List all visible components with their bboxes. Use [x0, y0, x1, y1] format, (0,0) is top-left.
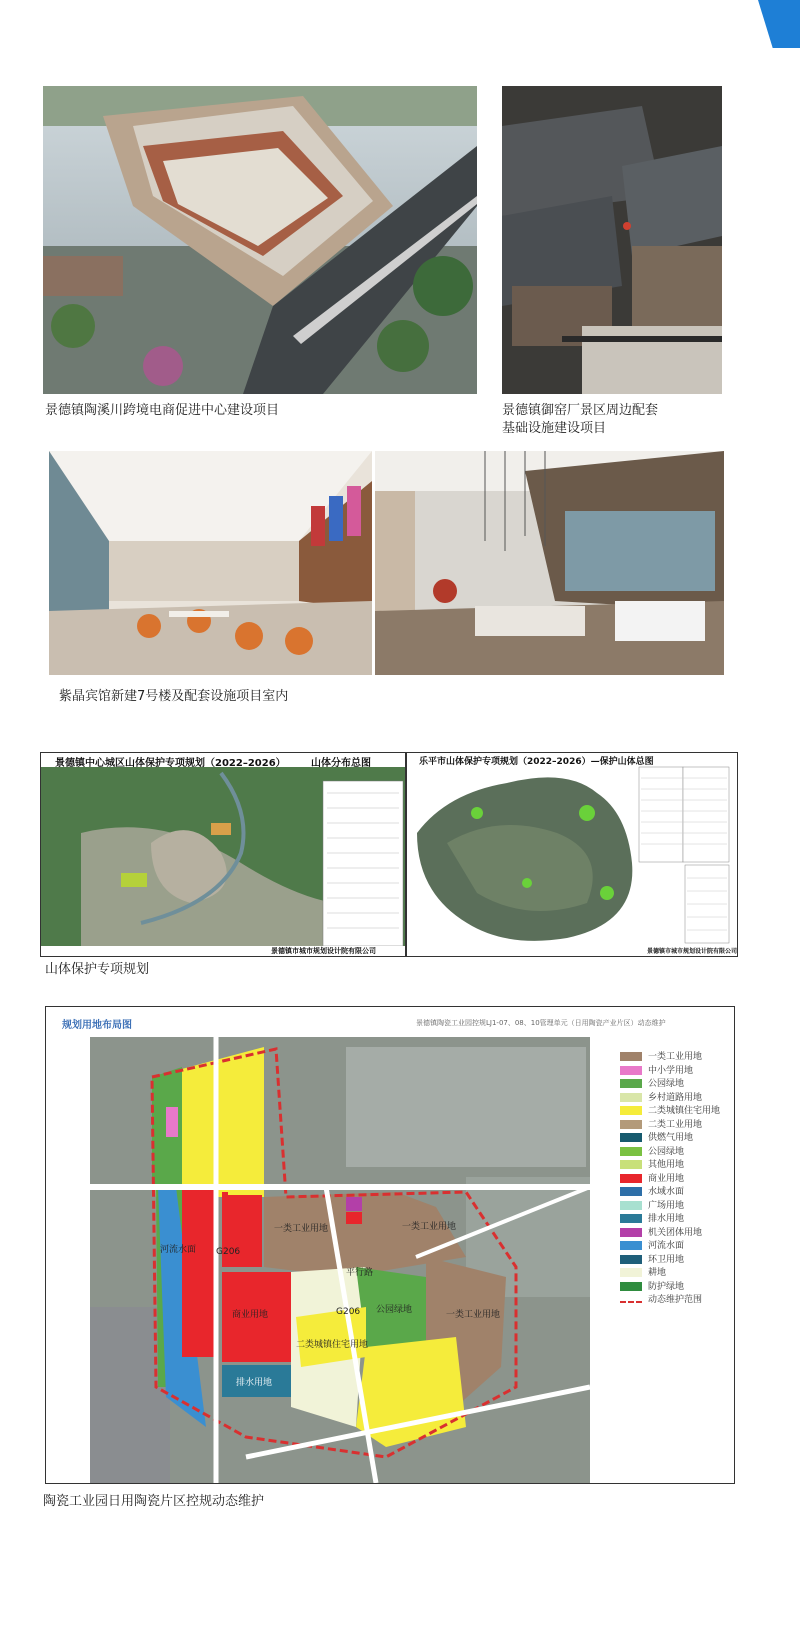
legend-label: 动态维护范围 [648, 1295, 703, 1305]
legend-item [620, 1198, 684, 1211]
legend-swatch [620, 1187, 642, 1196]
legend-label: 机关团体用地 [648, 1227, 703, 1238]
legend-item [620, 1157, 684, 1170]
map-leping-mountain-protection [406, 752, 738, 957]
caption-photo3: 紫晶宾馆新建7号楼及配套设施项目室内 [59, 689, 289, 704]
legend-swatch [620, 1052, 642, 1061]
legend-label: 二类城镇住宅用地 [648, 1106, 721, 1116]
legend-item [620, 1252, 684, 1265]
legend-label: 公园绿地 [648, 1146, 685, 1157]
legend-swatch [620, 1255, 642, 1264]
photo-ecommerce-center [43, 86, 477, 394]
legend-label: 耕地 [648, 1268, 667, 1278]
legend-swatch [620, 1301, 642, 1303]
plan-label-industrial1: 一类工业用地 [274, 1224, 329, 1234]
plan-label-greenland: 公园绿地 [376, 1305, 413, 1315]
legend-label: 河流水面 [648, 1241, 685, 1251]
legend-swatch [620, 1201, 642, 1210]
land-use-plan-map [45, 1006, 735, 1484]
plan-label-residential: 二类城镇住宅用地 [296, 1340, 369, 1350]
plan-header-right: 景德镇陶瓷工业园控规LJ1-07、08、10管理单元（日用陶瓷产业片区）动态维护 [416, 1019, 666, 1027]
legend-swatch [620, 1066, 642, 1075]
corner-accent [758, 0, 800, 48]
legend-item [620, 1103, 720, 1116]
caption-photo1: 景德镇陶溪川跨境电商促进中心建设项目 [45, 403, 280, 418]
legend-item [620, 1225, 702, 1238]
legend-swatch [620, 1133, 642, 1142]
caption-plan: 陶瓷工业园日用陶瓷片区控规动态维护 [43, 1494, 265, 1509]
legend-label: 排水用地 [648, 1214, 685, 1224]
legend-label: 广场用地 [648, 1200, 685, 1211]
legend-item [620, 1117, 702, 1130]
legend-label: 乡村道路用地 [648, 1092, 703, 1103]
legend-label: 环卫用地 [648, 1254, 685, 1265]
legend-swatch [620, 1282, 642, 1291]
plan-label-road-b: G206 [336, 1307, 361, 1317]
plan-label-road-c: 平行路 [346, 1268, 374, 1278]
legend-label: 商业用地 [648, 1173, 685, 1184]
caption-photo2-line2: 基础设施建设项目 [502, 421, 607, 436]
map-right-title: 乐平市山体保护专项规划（2022–2026）—保护山体总图 [419, 757, 654, 767]
legend-label: 二类工业用地 [648, 1119, 703, 1130]
legend-item [620, 1171, 684, 1184]
plan-label-drainage: 排水用地 [236, 1378, 273, 1388]
legend-item [620, 1049, 702, 1062]
plan-header-left: 规划用地布局图 [62, 1020, 132, 1031]
photo-imperial-kiln-area [502, 86, 722, 394]
map-left-footer: 景德镇市城市规划设计院有限公司 [271, 947, 376, 955]
legend-item [620, 1265, 666, 1278]
caption-photo2-line1: 景德镇御窑厂景区周边配套 [502, 403, 659, 418]
caption-maps: 山体保护专项规划 [45, 962, 150, 977]
legend-swatch [620, 1079, 642, 1088]
map-central-mountain-protection [40, 752, 406, 957]
legend-swatch [620, 1093, 642, 1102]
legend-label: 供燃气用地 [648, 1133, 694, 1143]
legend-label: 公园绿地 [648, 1079, 685, 1089]
map-left-title: 景德镇中心城区山体保护专项规划（2022–2026） [55, 758, 286, 769]
legend-label: 防护绿地 [648, 1281, 685, 1292]
photo-hotel-lobby [375, 451, 724, 675]
legend-item [620, 1238, 684, 1251]
photo-hotel-dining [49, 451, 372, 675]
legend-swatch [620, 1228, 642, 1237]
legend-item [620, 1279, 684, 1292]
legend-swatch [620, 1120, 642, 1129]
map-right-footer: 景德镇市城市规划设计院有限公司 [647, 948, 738, 955]
watermark [0, 121, 18, 259]
legend-item [620, 1063, 693, 1076]
legend-label: 中小学用地 [648, 1065, 694, 1076]
plan-legend [620, 1049, 730, 1369]
plan-label-industrial2: 一类工业用地 [402, 1222, 457, 1232]
plan-label-road-a: G206 [216, 1247, 241, 1257]
legend-swatch [620, 1174, 642, 1183]
legend-item [620, 1076, 684, 1089]
legend-item [620, 1144, 684, 1157]
legend-swatch [620, 1268, 642, 1277]
legend-item [620, 1292, 702, 1305]
legend-item [620, 1211, 684, 1224]
legend-item [620, 1184, 684, 1197]
legend-swatch [620, 1147, 642, 1156]
legend-label: 水域水面 [648, 1187, 685, 1197]
plan-label-river: 河流水面 [160, 1245, 197, 1255]
legend-swatch [620, 1160, 642, 1169]
plan-label-commercial: 商业用地 [232, 1310, 269, 1320]
legend-label: 其他用地 [648, 1160, 685, 1170]
legend-swatch [620, 1241, 642, 1250]
legend-item [620, 1090, 702, 1103]
map-left-subtitle: 山体分布总图 [311, 758, 371, 769]
legend-label: 一类工业用地 [648, 1052, 703, 1062]
legend-swatch [620, 1214, 642, 1223]
legend-swatch [620, 1106, 642, 1115]
legend-item [620, 1130, 693, 1143]
plan-label-industrial3: 一类工业用地 [446, 1310, 501, 1320]
